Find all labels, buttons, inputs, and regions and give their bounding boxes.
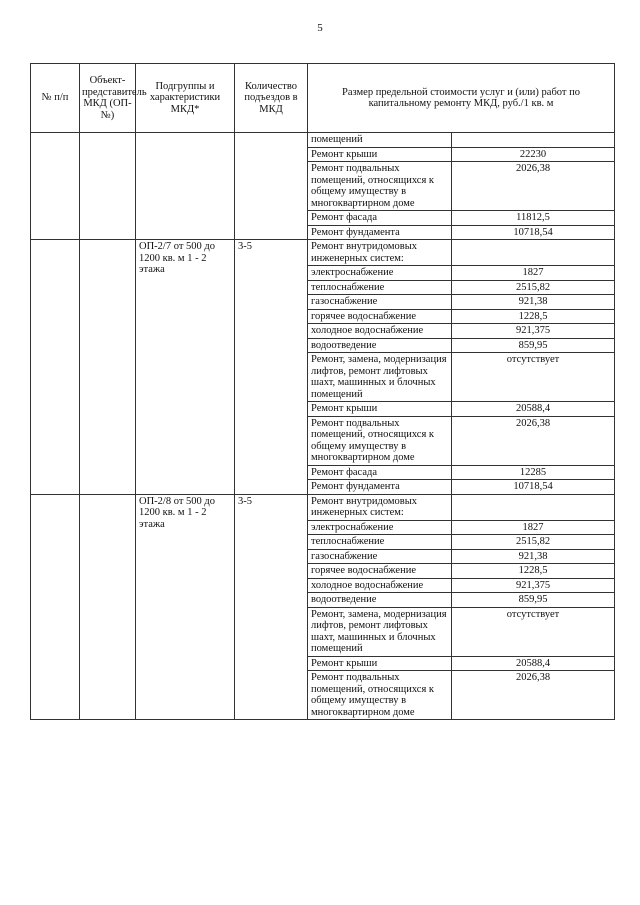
cost-value: 22230: [452, 147, 615, 162]
cost-value: 921,375: [452, 578, 615, 593]
cost-value: 10718,54: [452, 480, 615, 495]
cost-value: 20588,4: [452, 402, 615, 417]
work-name: Ремонт фасада: [308, 465, 452, 480]
work-name: Ремонт подвальных помещений, относящихся к общему имуществу в многоквартирном доме: [308, 671, 452, 720]
work-name: электроснабжение: [308, 266, 452, 281]
cost-value: 921,375: [452, 324, 615, 339]
cell-object: [80, 133, 136, 240]
cost-value: [452, 240, 615, 266]
cost-value: 2026,38: [452, 162, 615, 211]
header-object: Объект-представитель МКД (ОП-№): [80, 64, 136, 133]
work-name: теплоснабжение: [308, 280, 452, 295]
cell-num: [31, 240, 80, 495]
header-cost: Размер предельной стоимости услуг и (или) работ по капитальному ремонту МКД, руб./1 кв. м: [308, 64, 615, 133]
work-name: электроснабжение: [308, 520, 452, 535]
cost-value: отсутствует: [452, 607, 615, 656]
cell-entrances: 3-5: [235, 494, 308, 720]
cell-subgroup: ОП-2/7 от 500 до 1200 кв. м 1 - 2 этажа: [136, 240, 235, 495]
table-row: [31, 494, 615, 520]
cell-object: [80, 240, 136, 495]
cost-value: 11812,5: [452, 211, 615, 226]
page-number: 5: [317, 22, 323, 34]
header-num: № п/п: [31, 64, 80, 133]
cost-value: 2515,82: [452, 535, 615, 550]
work-name: холодное водоснабжение: [308, 578, 452, 593]
work-name: помещений: [308, 133, 452, 148]
cell-entrances: [235, 133, 308, 240]
cell-subgroup: [136, 133, 235, 240]
cost-value: 10718,54: [452, 225, 615, 240]
work-name: холодное водоснабжение: [308, 324, 452, 339]
work-name: газоснабжение: [308, 295, 452, 310]
cell-object: [80, 494, 136, 720]
work-name: Ремонт крыши: [308, 402, 452, 417]
work-name: теплоснабжение: [308, 535, 452, 550]
work-name: Ремонт, замена, модернизация лифтов, ремонт лифтовых шахт, машинных и блочных помещений: [308, 607, 452, 656]
cost-value: [452, 133, 615, 148]
work-name: Ремонт, замена, модернизация лифтов, ремонт лифтовых шахт, машинных и блочных помещений: [308, 353, 452, 402]
cost-value: 20588,4: [452, 656, 615, 671]
header-subgroups: Подгруппы и характеристики МКД*: [136, 64, 235, 133]
cell-subgroup: ОП-2/8 от 500 до 1200 кв. м 1 - 2 этажа: [136, 494, 235, 720]
cell-num: [31, 494, 80, 720]
work-name: Ремонт внутридомовых инженерных систем:: [308, 494, 452, 520]
work-name: Ремонт фасада: [308, 211, 452, 226]
work-name: Ремонт подвальных помещений, относящихся к общему имуществу в многоквартирном доме: [308, 162, 452, 211]
cost-value: 1827: [452, 266, 615, 281]
cost-value: отсутствует: [452, 353, 615, 402]
price-table: [30, 63, 615, 720]
cost-value: 12285: [452, 465, 615, 480]
cost-value: [452, 494, 615, 520]
cost-value: 2515,82: [452, 280, 615, 295]
cost-value: 921,38: [452, 295, 615, 310]
cost-value: 2026,38: [452, 416, 615, 465]
cost-value: 859,95: [452, 593, 615, 608]
work-name: Ремонт фундамента: [308, 480, 452, 495]
work-name: водоотведение: [308, 338, 452, 353]
work-name: Ремонт крыши: [308, 656, 452, 671]
work-name: горячее водоснабжение: [308, 564, 452, 579]
table-header-row: [31, 64, 615, 133]
work-name: Ремонт крыши: [308, 147, 452, 162]
cost-value: 859,95: [452, 338, 615, 353]
cost-value: 2026,38: [452, 671, 615, 720]
cost-value: 1228,5: [452, 309, 615, 324]
work-name: Ремонт подвальных помещений, относящихся к общему имуществу в многоквартирном доме: [308, 416, 452, 465]
cost-value: 1228,5: [452, 564, 615, 579]
cost-value: 921,38: [452, 549, 615, 564]
work-name: горячее водоснабжение: [308, 309, 452, 324]
cost-value: 1827: [452, 520, 615, 535]
header-entrances: Количество подъездов в МКД: [235, 64, 308, 133]
work-name: водоотведение: [308, 593, 452, 608]
table-row: [31, 240, 615, 266]
table-body: [31, 133, 615, 720]
cell-entrances: 3-5: [235, 240, 308, 495]
work-name: Ремонт внутридомовых инженерных систем:: [308, 240, 452, 266]
work-name: Ремонт фундамента: [308, 225, 452, 240]
cell-num: [31, 133, 80, 240]
table-row: [31, 133, 615, 148]
work-name: газоснабжение: [308, 549, 452, 564]
